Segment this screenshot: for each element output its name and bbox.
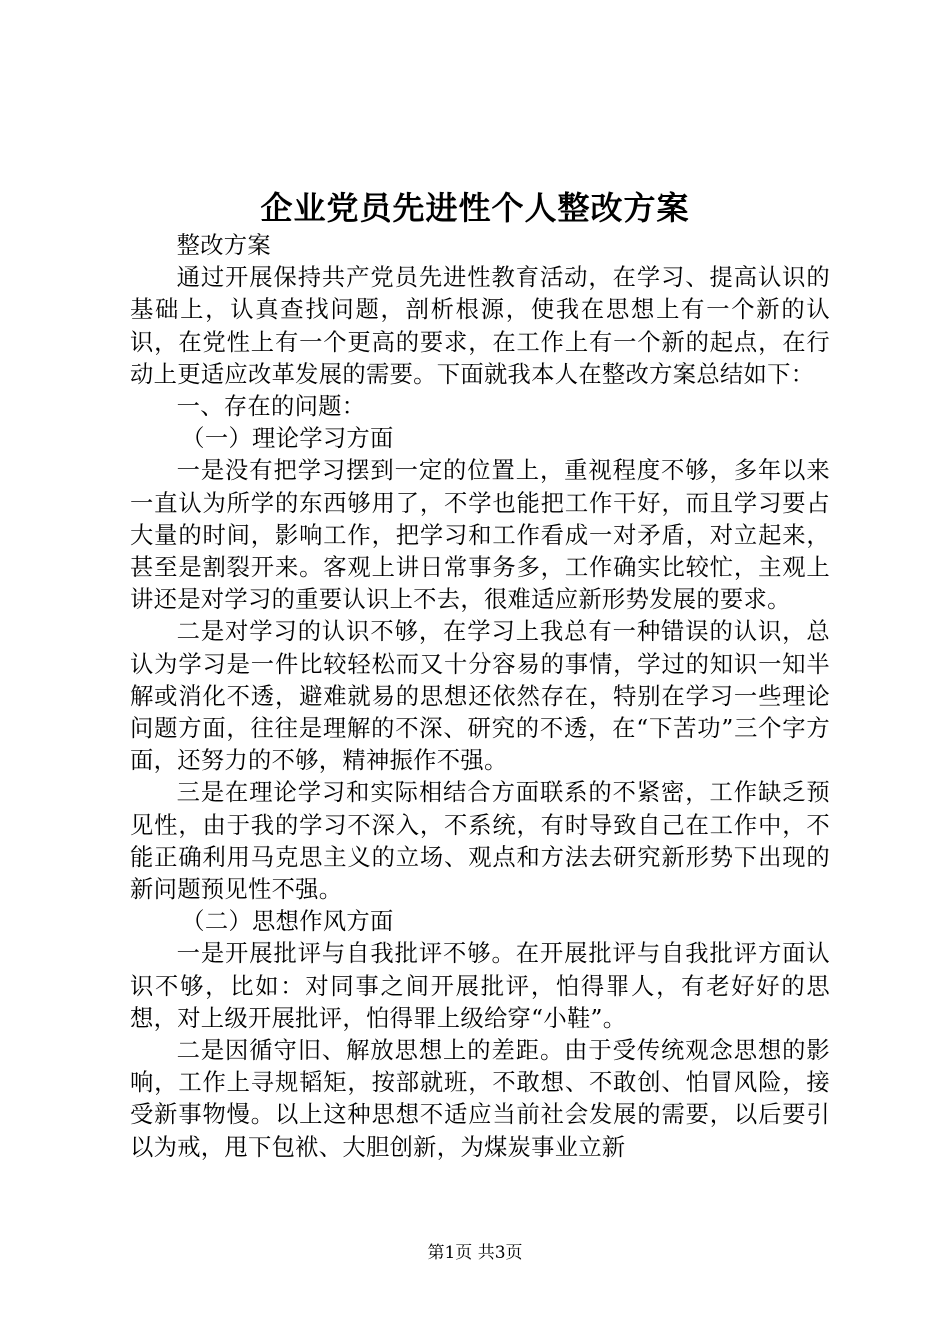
- document-title: 企业党员先进性个人整改方案: [260, 189, 690, 227]
- section-label: 整改方案: [176, 232, 271, 259]
- paragraph-theory-point-2: 二是对学习的认识不够，在学习上我总有一种错误的认识，总认为学习是一件比较轻松而又十分容易的事情，学过的知识一知半解或消化不透，避难就易的思想还依然存在，特别在学习一些理论问题方面，往往是理解的不深、研究的不透，在“下苦功”三个字方面，还努力的不够，精神振作不强。: [130, 618, 830, 775]
- subsection-heading-thinking-style: （二）思想作风方面: [181, 908, 394, 936]
- section-heading-problems: 一、存在的问题：: [176, 393, 366, 421]
- subsection-heading-theory-study: （一）理论学习方面: [181, 425, 394, 453]
- page-number-footer: 第1页 共3页: [427, 1243, 523, 1263]
- paragraph-theory-point-3: 三是在理论学习和实际相结合方面联系的不紧密，工作缺乏预见性，由于我的学习不深入，不系统，有时导致自己在工作中，不能正确利用马克思主义的立场、观点和方法去研究新形势下出现的新问题预见性不强。: [130, 779, 830, 904]
- document-body: [130, 230, 830, 1164]
- paragraph-style-point-1: 一是开展批评与自我批评不够。在开展批评与自我批评方面认识不够，比如：对同事之间开展批评，怕得罪人，有老好好的思想，对上级开展批评，怕得罪上级给穿“小鞋”。: [130, 940, 830, 1032]
- paragraph-style-point-2: 二是因循守旧、解放思想上的差距。由于受传统观念思想的影响，工作上寻规韬矩，按部就班，不敢想、不敢创、怕冒风险，接受新事物慢。以上这种思想不适应当前社会发展的需要，以后要引以为戒，甩下包袱、大胆创新，为煤炭事业立新: [130, 1037, 830, 1161]
- paragraph-theory-point-1: 一是没有把学习摆到一定的位置上，重视程度不够，多年以来一直认为所学的东西够用了，不学也能把工作干好，而且学习要占大量的时间，影响工作，把学习和工作看成一对矛盾，对立起来，甚至是割裂开来。客观上讲日常事务多，工作确实比较忙，主观上讲还是对学习的重要认识上不去，很难适应新形势发展的要求。: [130, 457, 830, 614]
- intro-paragraph: 通过开展保持共产党员先进性教育活动，在学习、提高认识的基础上，认真查找问题，剖析根源，使我在思想上有一个新的认识，在党性上有一个更高的要求，在工作上有一个新的起点，在行动上更适应改革发展的需要。下面就我本人在整改方案总结如下：: [130, 264, 830, 388]
